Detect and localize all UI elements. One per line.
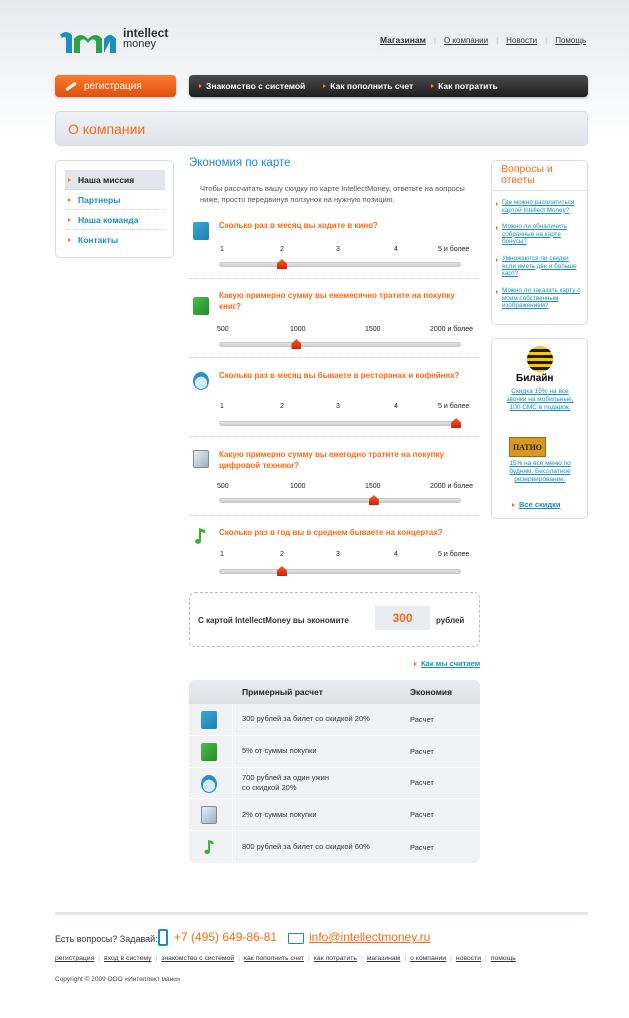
left-menu-contacts[interactable] — [65, 230, 165, 250]
slider-track[interactable] — [219, 262, 461, 267]
top-nav — [380, 35, 586, 45]
arrow-icon — [496, 226, 498, 230]
faq-link[interactable]: Где можно расплатиться картой Intellect Money? — [502, 199, 575, 214]
footer-divider — [55, 912, 588, 915]
table-header — [189, 680, 480, 704]
camera-icon — [193, 450, 209, 468]
tick-label: 500 — [217, 483, 229, 490]
footer-nav — [55, 955, 516, 962]
tick-label: 2 — [280, 403, 284, 410]
tick-label: 4 — [394, 551, 398, 558]
tick-label: 2 — [280, 551, 284, 558]
tick-label: 5 и более — [438, 246, 470, 253]
partner-description[interactable]: Скидка 15% на все звонки на мобильные, 100 СМС в подарок. — [506, 388, 574, 411]
tick-label: 1 — [220, 403, 224, 410]
row-example: 2% от суммы покупки — [242, 809, 317, 819]
tick-label: 2000 и более — [430, 483, 473, 490]
cinema-ticket-icon — [193, 222, 209, 240]
slider-track[interactable] — [219, 421, 461, 426]
arrow-icon — [496, 290, 498, 294]
row-example: 5% от суммы покупки — [242, 746, 317, 756]
tick-label: 1 — [220, 246, 224, 253]
footer-link[interactable]: регистрация — [55, 955, 95, 962]
slider-track[interactable] — [219, 569, 461, 574]
column-header: Примерный расчет — [242, 687, 323, 697]
arrow-icon — [496, 202, 498, 206]
copyright: Copyright © 2009 ООО «Интеллект мани» — [55, 976, 181, 983]
table-row — [189, 736, 480, 768]
calc-table — [189, 680, 480, 863]
page-title: О компании — [68, 120, 146, 137]
top-nav-shops[interactable]: Магазинам — [380, 35, 426, 45]
pencil-icon — [65, 81, 77, 90]
divider — [492, 190, 587, 191]
tick-label: 1000 — [290, 483, 306, 490]
partner-name: ПАТИО — [512, 442, 543, 452]
row-example: 700 рублей за один ужин со скидкой 20% — [242, 772, 329, 792]
separator: | — [485, 955, 487, 962]
left-menu-label: Наша миссия — [78, 174, 135, 185]
main-nav-intro[interactable] — [199, 81, 305, 91]
left-menu-partners[interactable] — [65, 190, 165, 210]
arrow-icon — [512, 503, 515, 507]
camera-icon — [201, 806, 217, 824]
footer-link[interactable]: новости — [455, 955, 482, 962]
divider — [189, 515, 480, 516]
left-menu-label: Партнеры — [78, 194, 121, 205]
brand-line-1: intellect — [123, 26, 169, 40]
question-1-text: Сколько раз в месяц вы ходите в кино? — [219, 221, 378, 230]
row-saving: Расчет — [410, 746, 434, 756]
book-icon — [193, 297, 209, 315]
arrow-icon — [496, 258, 498, 262]
intro-text: Чтобы рассчитать вашу скидку по карте IntellectMoney, ответьте на вопросы ниже, просто передвинув ползунок на нужную позицию. — [200, 184, 465, 204]
result-value: 300 — [375, 606, 430, 630]
book-icon — [201, 743, 217, 761]
row-saving: Расчет — [410, 714, 434, 724]
main-nav-topup[interactable] — [323, 81, 413, 91]
main-nav-label: Знакомство с системой — [206, 81, 306, 91]
tick-label: 3 — [336, 246, 340, 253]
separator: | — [545, 35, 548, 45]
arrow-icon — [68, 178, 71, 182]
question-2-text: Какую примерно сумму вы ежемесячно тратите на покупку книг? — [219, 291, 455, 311]
top-nav-help[interactable]: Помощь — [555, 35, 587, 45]
footer-link[interactable]: как пополнить счет — [243, 955, 305, 962]
row-saving: Расчет — [410, 842, 434, 852]
separator: | — [360, 955, 363, 962]
faq-link[interactable]: Можно ли заказать карту с моим собственным изображением? — [502, 287, 581, 310]
tick-label: 1 — [220, 551, 224, 558]
question-4-text: Какую примерно сумму вы ежегодно тратите на покупку цифровой техники? — [219, 450, 444, 470]
arrow-icon — [199, 84, 202, 88]
link-label: Как мы считаем — [421, 659, 481, 668]
top-nav-news[interactable]: Новости — [506, 35, 538, 45]
top-nav-about[interactable]: О компании — [443, 35, 489, 45]
tick-label: 2000 и более — [430, 326, 473, 333]
music-note-icon — [192, 526, 208, 546]
beeline-logo-icon[interactable] — [527, 346, 553, 372]
phone-number: +7 (495) 649-86-81 — [174, 930, 278, 944]
table-row — [189, 768, 480, 800]
left-menu-label: Наша команда — [78, 214, 139, 225]
separator: | — [404, 955, 407, 962]
faq-link[interactable]: Умножаются ли скидки если иметь две и больше карт? — [502, 255, 577, 278]
register-label: регистрация — [84, 80, 142, 92]
tick-label: 3 — [336, 551, 340, 558]
how-we-calculate-link[interactable] — [414, 659, 480, 668]
main-nav-label: Как потратить — [438, 81, 498, 91]
brand-line-2: money — [123, 38, 157, 50]
main-nav-spend[interactable] — [431, 81, 498, 91]
tick-label: 1500 — [365, 483, 381, 490]
tick-label: 4 — [394, 403, 398, 410]
divider — [189, 436, 480, 437]
intellectmoney-logo-icon[interactable] — [58, 27, 118, 55]
mail-icon — [288, 933, 304, 944]
divider — [189, 278, 480, 279]
footer-link[interactable]: знакомство с системой — [161, 955, 235, 962]
separator: | — [496, 35, 499, 45]
left-menu — [55, 160, 174, 258]
result-unit: рублей — [436, 616, 465, 625]
left-menu-mission[interactable] — [65, 170, 165, 190]
row-saving: Расчет — [410, 810, 434, 820]
slider-track[interactable] — [219, 498, 461, 503]
contact-question: Есть вопросы? Задавай: — [55, 934, 158, 944]
table-row — [189, 704, 480, 736]
row-saving: Расчет — [410, 778, 434, 788]
footer-link[interactable]: помощь — [490, 955, 516, 962]
partner-name: Билайн — [516, 373, 554, 384]
arrow-icon — [68, 218, 71, 222]
left-menu-team[interactable] — [65, 210, 165, 230]
tick-label: 1000 — [290, 326, 306, 333]
column-header: Экономия — [410, 687, 453, 697]
table-row — [189, 799, 480, 831]
tick-label: 5 и более — [438, 551, 470, 558]
slider-track[interactable] — [219, 342, 461, 347]
cinema-ticket-icon — [201, 711, 217, 729]
footer-link[interactable]: о компании — [410, 955, 447, 962]
arrow-icon — [414, 662, 417, 666]
tick-label: 2 — [280, 246, 284, 253]
footer-link[interactable]: магазинам — [366, 955, 401, 962]
tick-label: 500 — [217, 326, 229, 333]
partner-description[interactable]: 15% на все меню по будням. Бесплатное резервирование. — [509, 460, 571, 483]
email-link[interactable]: info@intellectmoney.ru — [309, 930, 431, 944]
coffee-cup-icon — [201, 775, 217, 793]
faq-link[interactable]: Можно ли обналичить собранные на карте бонусы? — [502, 223, 567, 246]
arrow-icon — [323, 84, 326, 88]
main-nav — [189, 75, 588, 97]
row-example: 800 рублей за билет со скидкой 60% — [242, 842, 370, 852]
register-button[interactable] — [55, 75, 176, 97]
faq-title: Вопросы и ответы — [501, 163, 553, 186]
separator: | — [450, 955, 452, 962]
question-3-text: Сколько раз в месяц вы бываете в ресторанах и кофейнях? — [219, 371, 460, 380]
footer-link[interactable]: как потратить — [313, 955, 357, 962]
separator: | — [308, 955, 310, 962]
brand-name — [123, 28, 168, 50]
all-discounts-link[interactable] — [512, 500, 561, 509]
tick-label: 3 — [336, 403, 340, 410]
table-row — [189, 831, 480, 863]
separator: | — [98, 955, 101, 962]
page-title-bar — [55, 111, 588, 146]
arrow-icon — [431, 84, 434, 88]
footer-link[interactable]: вход в систему — [104, 955, 152, 962]
row-example: 300 рублей за билет со скидкой 20% — [242, 714, 370, 724]
result-label: С картой IntellectMoney вы экономите — [198, 616, 349, 625]
patio-logo-icon[interactable] — [509, 437, 546, 457]
divider — [189, 357, 480, 358]
main-nav-label: Как пополнить счет — [330, 81, 414, 91]
music-note-icon — [201, 838, 217, 856]
link-label: Все скидки — [519, 500, 561, 509]
tick-label: 4 — [394, 246, 398, 253]
separator: | — [238, 955, 240, 962]
left-menu-label: Контакты — [78, 235, 119, 245]
question-5-text: Сколько раз в год вы в среднем бываете на концертах? — [219, 528, 443, 537]
section-heading: Экономия по карте — [189, 157, 291, 169]
tick-label: 5 и более — [438, 403, 470, 410]
arrow-icon — [68, 238, 71, 242]
tick-label: 1500 — [365, 326, 381, 333]
separator: | — [433, 35, 436, 45]
coffee-cup-icon — [193, 372, 209, 390]
separator: | — [155, 955, 158, 962]
arrow-icon — [68, 198, 71, 202]
phone-icon — [158, 929, 168, 946]
